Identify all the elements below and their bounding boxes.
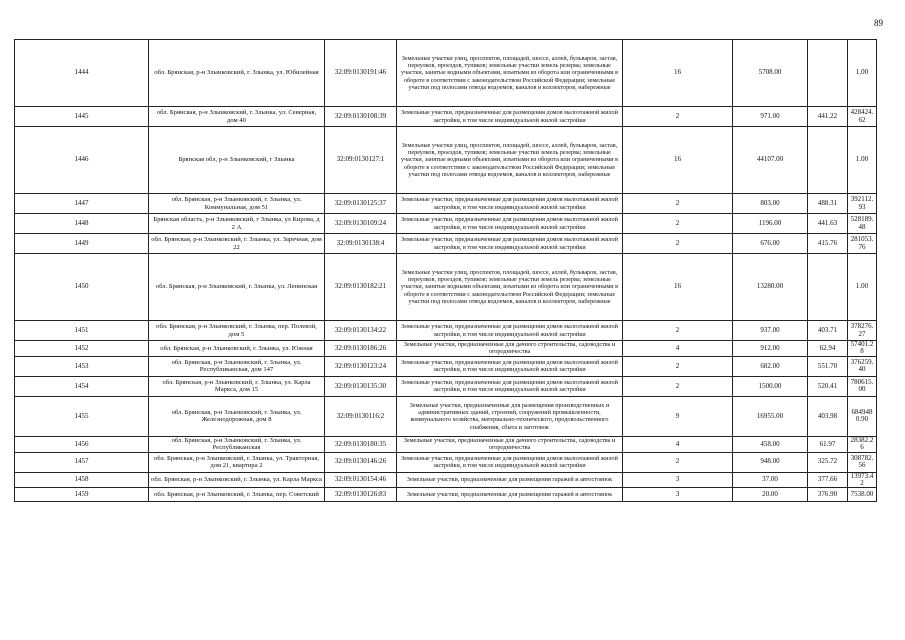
group-cell: 2: [623, 321, 733, 341]
row-number-cell: 1445: [15, 107, 149, 127]
cadastral-value-cell: 281053.76: [848, 234, 877, 254]
land-use-cell: Земельные участки, предназначенные для размещения производственных и административных зданий, строений, сооружений промышленности, коммунального хозяйства, материально-технического, продовольственного снабжения, сбыта и заготовок: [397, 396, 623, 436]
table-row: [15, 356, 877, 376]
specific-value-cell: 403.98: [808, 396, 848, 436]
specific-value-cell: 551.70: [808, 356, 848, 376]
row-number-cell: 1455: [15, 396, 149, 436]
land-use-cell: Земельные участки улиц, проспектов, площадей, шоссе, аллей, бульваров, застав, переулков, проездов, тупиков; земельные участки земель резерва; земельные участки, занятые водными объектами, изъятыми из оборота или ограниченными в обороте в соответствии с законодательством Российской Федерации; земельные участки под полосами отвода водоемов, каналов и коллекторов, набережные: [397, 40, 623, 107]
specific-value-cell: 441.63: [808, 214, 848, 234]
table-row: [15, 472, 877, 488]
address-cell: обл. Брянская, р-н Злынковский, г. Злынка, ул. Юбилейная: [149, 40, 325, 107]
cadastral-value-cell: 528189.48: [848, 214, 877, 234]
cadastral-value-cell: 308782.56: [848, 452, 877, 472]
row-number-cell: 1447: [15, 194, 149, 214]
address-cell: обл. Брянская, р-н Злынковский, г. Злынка, ул. Тракторная, дом 21, квартира 2: [149, 452, 325, 472]
row-number-cell: 1448: [15, 214, 149, 234]
table-row: [15, 107, 877, 127]
area-cell: 13280.00: [733, 254, 808, 321]
land-use-cell: Земельные участки, предназначенные для дачного строительства, садоводства и огородничества: [397, 341, 623, 357]
area-cell: 682.00: [733, 356, 808, 376]
area-cell: 37.00: [733, 472, 808, 488]
cadastral-number-cell: 32:09:0130123:24: [325, 356, 397, 376]
specific-value-cell: 325.72: [808, 452, 848, 472]
specific-value-cell: 376.90: [808, 488, 848, 502]
address-cell: обл. Брянская, р-н Злынковский, г. Злынка, ул. Южная: [149, 341, 325, 357]
cadastral-number-cell: 32:09:0130180:35: [325, 436, 397, 452]
row-number-cell: 1459: [15, 488, 149, 502]
area-cell: 948.00: [733, 452, 808, 472]
cadastral-value-cell: 376259.40: [848, 356, 877, 376]
cadastral-number-cell: 32:09:0130146:26: [325, 452, 397, 472]
specific-value-cell: 61.97: [808, 436, 848, 452]
table-row: [15, 396, 877, 436]
group-cell: 2: [623, 376, 733, 396]
area-cell: 1196.00: [733, 214, 808, 234]
group-cell: 16: [623, 127, 733, 194]
page-number: 89: [874, 18, 883, 28]
group-cell: 9: [623, 396, 733, 436]
area-cell: 44107.00: [733, 127, 808, 194]
cadastral-value-cell: 13973.42: [848, 472, 877, 488]
cadastral-value-cell: 28382.26: [848, 436, 877, 452]
table-row: [15, 321, 877, 341]
table-row: [15, 127, 877, 194]
area-cell: 458.00: [733, 436, 808, 452]
cadastral-number-cell: 32:09:0130154:46: [325, 472, 397, 488]
group-cell: 2: [623, 234, 733, 254]
specific-value-cell: [808, 254, 848, 321]
land-use-cell: Земельные участки, предназначенные для размещения гаражей и автостоянок: [397, 488, 623, 502]
land-use-cell: Земельные участки, предназначенные для размещения домов малоэтажной жилой застройки, в том числе индивидуальной жилой застройки: [397, 376, 623, 396]
row-number-cell: 1446: [15, 127, 149, 194]
cadastral-number-cell: 32:09:0130186:26: [325, 341, 397, 357]
group-cell: 4: [623, 436, 733, 452]
cadastral-number-cell: 32:09:0130191:46: [325, 40, 397, 107]
land-use-cell: Земельные участки, предназначенные для дачного строительства, садоводства и огородничества: [397, 436, 623, 452]
cadastral-number-cell: 32:09:0130108:39: [325, 107, 397, 127]
row-number-cell: 1454: [15, 376, 149, 396]
table-row: [15, 194, 877, 214]
specific-value-cell: 520.41: [808, 376, 848, 396]
table-row: [15, 254, 877, 321]
land-use-cell: Земельные участки, предназначенные для размещения домов малоэтажной жилой застройки, в том числе индивидуальной жилой застройки: [397, 234, 623, 254]
cadastral-value-cell: 1.00: [848, 40, 877, 107]
area-cell: 5708.00: [733, 40, 808, 107]
specific-value-cell: 441.22: [808, 107, 848, 127]
address-cell: обл. Брянская, р-н Злынковский, г. Злынка, пер. Советский: [149, 488, 325, 502]
area-cell: 803.00: [733, 194, 808, 214]
cadastral-number-cell: 32:09:0130135:30: [325, 376, 397, 396]
land-use-cell: Земельные участки, предназначенные для размещения домов малоэтажной жилой застройки, в том числе индивидуальной жилой застройки: [397, 194, 623, 214]
cadastral-number-cell: 32:09:0130127:1: [325, 127, 397, 194]
cadastral-value-cell: 1.00: [848, 254, 877, 321]
specific-value-cell: 403.71: [808, 321, 848, 341]
cadastral-value-cell: 1.00: [848, 127, 877, 194]
area-cell: 971.00: [733, 107, 808, 127]
row-number-cell: 1458: [15, 472, 149, 488]
group-cell: 2: [623, 356, 733, 376]
group-cell: 2: [623, 107, 733, 127]
specific-value-cell: 377.66: [808, 472, 848, 488]
row-number-cell: 1449: [15, 234, 149, 254]
address-cell: обл. Брянская, р-н Злынковский, г. Злынка, ул. Карла Маркса: [149, 472, 325, 488]
specific-value-cell: [808, 40, 848, 107]
specific-value-cell: 488.31: [808, 194, 848, 214]
group-cell: 16: [623, 254, 733, 321]
table-row: [15, 40, 877, 107]
cadastral-number-cell: 32:09:0130138:4: [325, 234, 397, 254]
land-use-cell: Земельные участки, предназначенные для размещения домов малоэтажной жилой застройки, в том числе индивидуальной жилой застройки: [397, 214, 623, 234]
cadastral-number-cell: 32:09:0130116:2: [325, 396, 397, 436]
row-number-cell: 1456: [15, 436, 149, 452]
table-row: [15, 452, 877, 472]
group-cell: 3: [623, 488, 733, 502]
specific-value-cell: 415.76: [808, 234, 848, 254]
group-cell: 16: [623, 40, 733, 107]
land-use-cell: Земельные участки, предназначенные для размещения домов малоэтажной жилой застройки, в том числе индивидуальной жилой застройки: [397, 356, 623, 376]
area-cell: 937.00: [733, 321, 808, 341]
cadastral-value-cell: 378276.27: [848, 321, 877, 341]
row-number-cell: 1457: [15, 452, 149, 472]
land-use-cell: Земельные участки улиц, проспектов, площадей, шоссе, аллей, бульваров, застав, переулков, проездов, тупиков; земельные участки земель резерва; земельные участки, занятые водными объектами, изъятыми из оборота или ограниченными в обороте в соответствии с законодательством Российской Федерации; земельные участки под полосами отвода водоемов, каналов и коллекторов, набережные: [397, 127, 623, 194]
group-cell: 3: [623, 472, 733, 488]
cadastral-number-cell: 32:09:0130125:37: [325, 194, 397, 214]
group-cell: 2: [623, 214, 733, 234]
row-number-cell: 1450: [15, 254, 149, 321]
address-cell: обл. Брянская, р-н Злынковский, г. Злынка, ул. Ленинская: [149, 254, 325, 321]
address-cell: обл. Брянская, р-н Злынковский, г. Злынка, ул. Заречная, дом 22: [149, 234, 325, 254]
address-cell: обл. Брянская, р-н Злынковский, г. Злынка, ул. Республиканская: [149, 436, 325, 452]
address-cell: обл. Брянская, р-н Злынковский, г. Злынка, ул. Железнодорожная, дом 8: [149, 396, 325, 436]
cadastral-number-cell: 32:09:0130126:83: [325, 488, 397, 502]
cadastral-number-cell: 32:09:0130182:21: [325, 254, 397, 321]
row-number-cell: 1451: [15, 321, 149, 341]
table-row: [15, 234, 877, 254]
address-cell: обл. Брянская, р-н Злынковский, г. Злынка, ул. Карла Маркса, дом 15: [149, 376, 325, 396]
row-number-cell: 1453: [15, 356, 149, 376]
cadastral-value-cell: 780615.00: [848, 376, 877, 396]
specific-value-cell: [808, 127, 848, 194]
cadastral-value-cell: 57401.28: [848, 341, 877, 357]
row-number-cell: 1452: [15, 341, 149, 357]
area-cell: 20.00: [733, 488, 808, 502]
address-cell: обл. Брянская, р-н Злынковский, г. Злынка, ул. Республиканская, дом 147: [149, 356, 325, 376]
specific-value-cell: 62.94: [808, 341, 848, 357]
address-cell: Брянская обл, р-н Злынковский, г Злынка: [149, 127, 325, 194]
land-use-cell: Земельные участки, предназначенные для размещения домов малоэтажной жилой застройки, в том числе индивидуальной жилой застройки: [397, 452, 623, 472]
group-cell: 4: [623, 341, 733, 357]
cadastral-table: [14, 39, 877, 502]
land-use-cell: Земельные участки, предназначенные для размещения домов малоэтажной жилой застройки, в том числе индивидуальной жилой застройки: [397, 107, 623, 127]
address-cell: обл. Брянская, р-н Злынковский, г. Злынка, ул. Северная, дом 40: [149, 107, 325, 127]
area-cell: 1500.00: [733, 376, 808, 396]
table-row: [15, 376, 877, 396]
address-cell: обл. Брянская, р-н Злынковский, г. Злынка, ул. Коммунальная, дом 51: [149, 194, 325, 214]
area-cell: 912.00: [733, 341, 808, 357]
table-row: [15, 341, 877, 357]
cadastral-value-cell: 428424.62: [848, 107, 877, 127]
group-cell: 2: [623, 194, 733, 214]
address-cell: обл. Брянская, р-н Злынковский, г. Злынка, пер. Полевой, дом 5: [149, 321, 325, 341]
land-use-cell: Земельные участки, предназначенные для размещения гаражей и автостоянок: [397, 472, 623, 488]
table-row: [15, 488, 877, 502]
group-cell: 2: [623, 452, 733, 472]
row-number-cell: 1444: [15, 40, 149, 107]
cadastral-number-cell: 32:09:0130134:22: [325, 321, 397, 341]
cadastral-number-cell: 32:09:0130109:24: [325, 214, 397, 234]
address-cell: Брянская область, р-н Злынковский, г Злынка, ул Кирова, д 2 А: [149, 214, 325, 234]
cadastral-value-cell: 392112.93: [848, 194, 877, 214]
land-use-cell: Земельные участки улиц, проспектов, площадей, шоссе, аллей, бульваров, застав, переулков, проездов, тупиков; земельные участки земель резерва; земельные участки, занятые водными объектами, изъятыми из оборота или ограниченными в обороте в соответствии с законодательством Российской Федерации; земельные участки под полосами отвода водоемов, каналов и коллекторов, набережные: [397, 254, 623, 321]
area-cell: 16955.00: [733, 396, 808, 436]
table-row: [15, 436, 877, 452]
cadastral-value-cell: 6849480.90: [848, 396, 877, 436]
area-cell: 676.00: [733, 234, 808, 254]
cadastral-value-cell: 7538.00: [848, 488, 877, 502]
land-use-cell: Земельные участки, предназначенные для размещения домов малоэтажной жилой застройки, в том числе индивидуальной жилой застройки: [397, 321, 623, 341]
table-row: [15, 214, 877, 234]
